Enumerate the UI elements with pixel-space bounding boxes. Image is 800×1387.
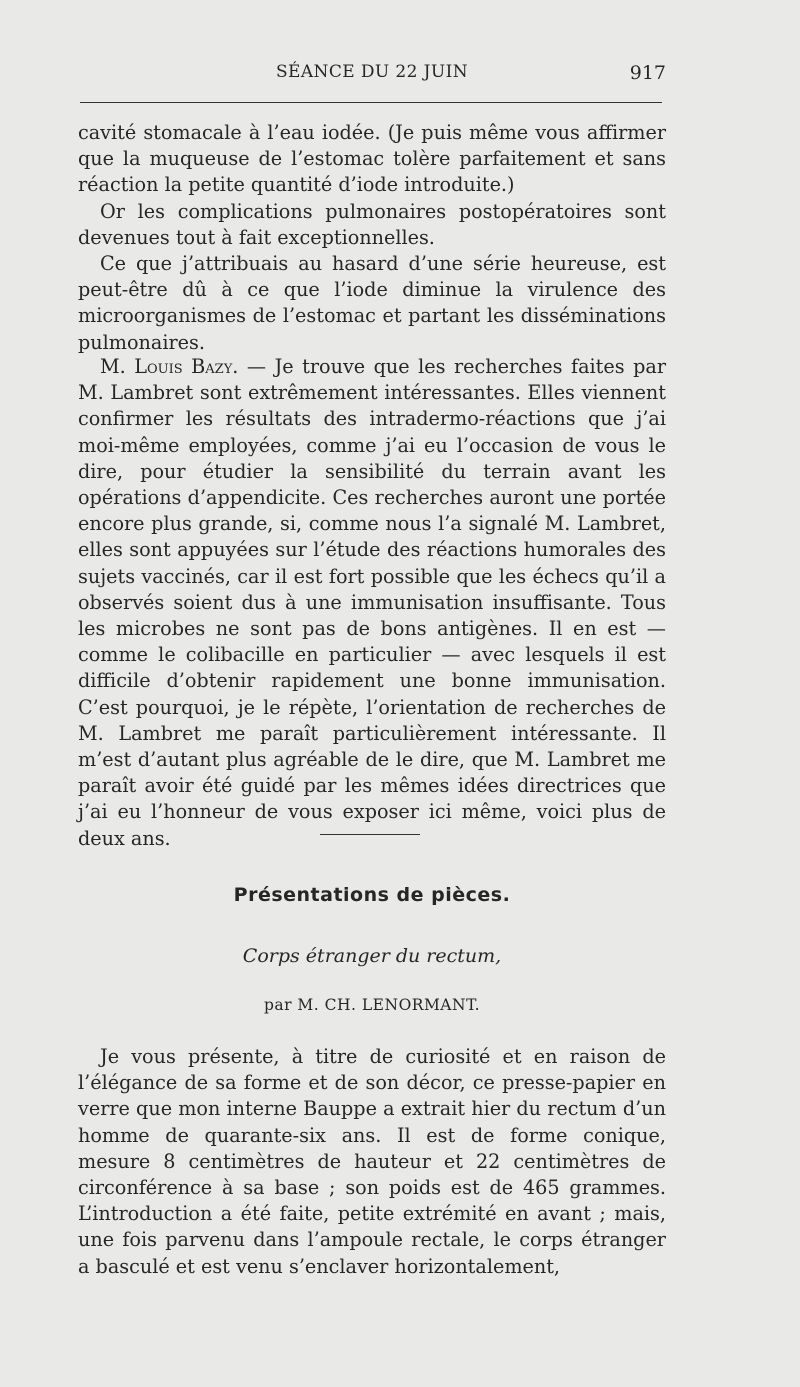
body-text-top xyxy=(78,120,666,356)
paragraph-bazy xyxy=(78,354,666,852)
speaker-name: M. Louis Bazy. xyxy=(100,355,239,378)
header-rule xyxy=(80,102,662,103)
paragraph-continuation: cavité stomacale à l’eau iodée. (Je puis même vous affirmer que la muqueuse de l’estomac tolère parfaitement et sans réaction la petite quantité d’iode introduite.) xyxy=(78,121,666,197)
page-header xyxy=(78,62,666,86)
article-title: Corps étranger du rectum, xyxy=(242,945,502,967)
page-number: 917 xyxy=(629,62,666,84)
section-divider xyxy=(320,834,420,835)
article-byline: par M. CH. LENORMANT. xyxy=(263,996,481,1014)
running-title: SÉANCE DU 22 JUIN xyxy=(276,62,468,82)
body-text-bazy xyxy=(78,354,666,852)
paragraph-presentation: Je vous présente, à titre de curiosité et en raison de l’élégance de sa forme et de son décor, ce presse-papier en verre que mon interne Bauppe a extrait hier du rectum d’un homme de quarante-six ans. Il est de forme conique, mesure 8 centimètres de hauteur et 22 centimètres de circonférence à sa base ; son poids est de 465 grammes. L’introduction a été faite, petite extrémité en avant ; mais, une fois parvenu dans l’ampoule rectale, le corps étranger a basculé et est venu s’enclaver horizontalement, xyxy=(78,1045,666,1278)
body-text-bottom xyxy=(78,1044,666,1280)
paragraph-complications: Or les complications pulmonaires postopératoires sont devenues tout à fait exceptionnelles. xyxy=(78,199,666,249)
section-title: Présentations de pièces. xyxy=(233,884,511,906)
paragraph-iodine: Ce que j’attribuais au hasard d’une série heureuse, est peut-être dû à ce que l’iode diminue la virulence des microorganismes de l’estomac et partant les disséminations pulmonaires. xyxy=(78,252,666,354)
paragraph-bazy-text: — Je trouve que les recherches faites par M. Lambret sont extrêmement intéressantes. Elles viennent confirmer les résultats des intradermo-réactions que j’ai moi-même employées, comme j’ai eu l’occasion de vous le dire, pour étudier la sensibilité du terrain avant les opérations d’appendicite. Ces recherches auront une portée encore plus grande, si, comme nous l’a signalé M. Lambret, elles sont appuyées sur l’étude des réactions humorales des sujets vaccinés, car il est fort possible que les échecs qu’il a observés soient dus à une immunisation insuffisante. Tous les microbes ne sont pas de bons antigènes. Il en est — comme le colibacille en particulier — avec lesquels il est difficile d’obtenir rapidement une bonne immunisation. C’est pourquoi, je le répète, l’orientation de recherches de M. Lambret me paraît particulièrement intéressante. Il m’est d’autant plus agréable de le dire, que M. Lambret me paraît avoir été guidé par les mêmes idées directrices que j’ai eu l’honneur de vous exposer ici même, voici plus de deux ans. xyxy=(78,355,666,850)
